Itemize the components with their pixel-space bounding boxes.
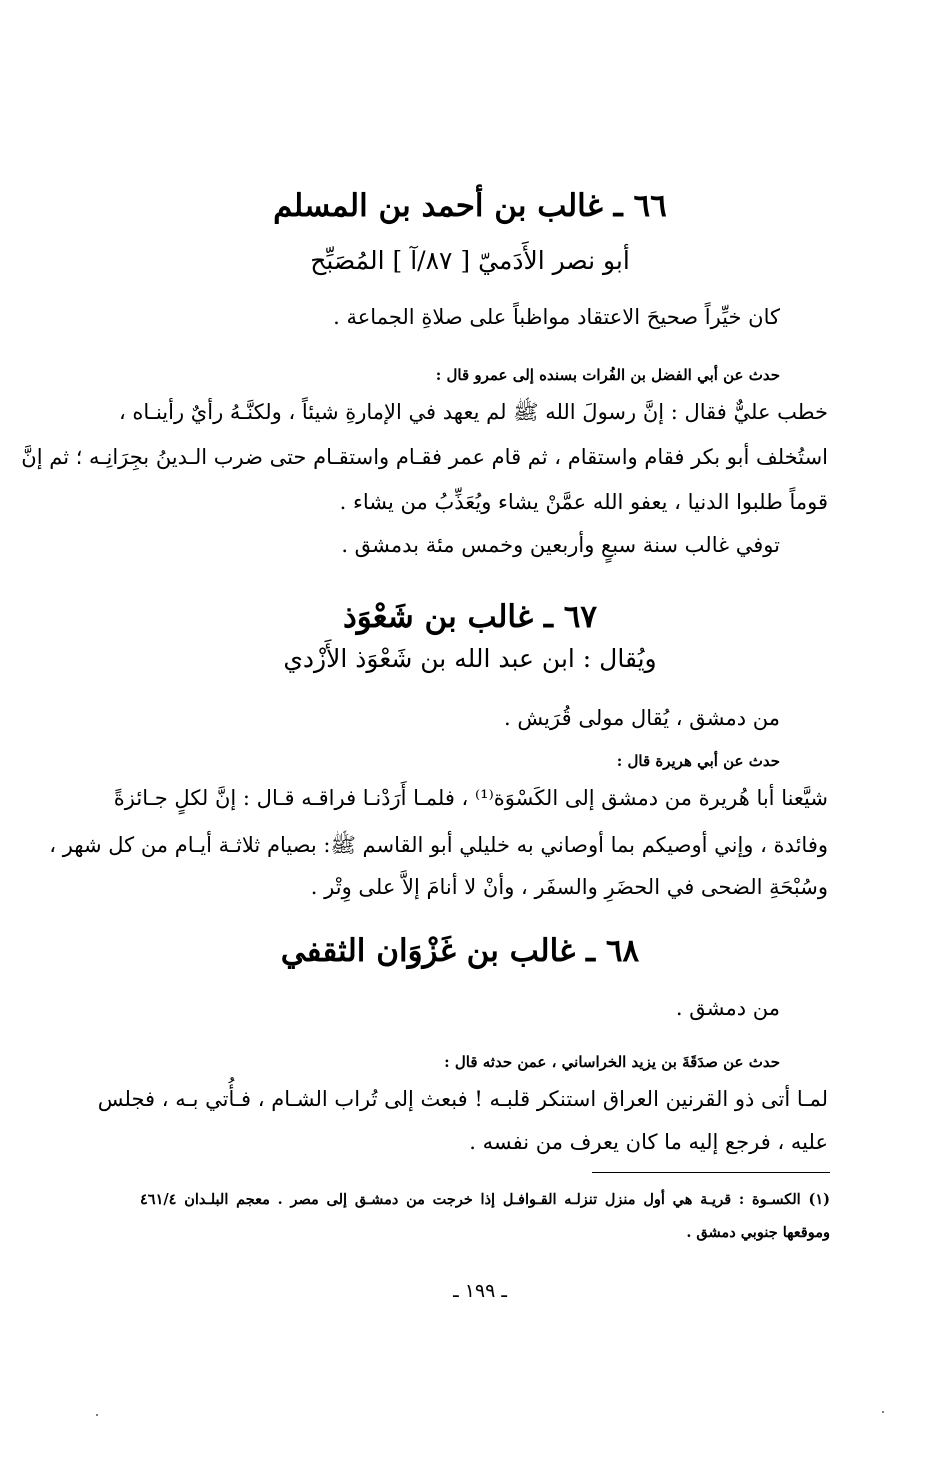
entry-67-intro: من دمشق ، يُقال مولى قُرَيش . (504, 706, 780, 730)
entry-66-body-line-1: خطب عليٌّ فقال : إنَّ رسولَ الله ﷺ لم يعهد في الإمارةِ شيئاً ، ولكنَّـهُ رأيٌ رأينـاه ، (118, 400, 828, 424)
entry-67-isnad: حدث عن أبي هريرة قال : (616, 752, 780, 770)
entry-68-isnad: حدث عن صدَقَةَ بن يزيد الخراساني ، عمن حدثه قال : (444, 1053, 780, 1071)
entry-67-body-line-2: وفائدة ، وإني أوصيكم بما أوصاني به خليلي أبو القاسم ﷺ: بصيام ثلاثـة أيـام من كل شهر ، (49, 833, 828, 857)
entry-68-title: ٦٨ ـ غالب بن غَزْوَان الثقفي (280, 933, 640, 969)
entry-68-body-line-1: لمـا أتى ذو القرنين العراق استنكر قلبـه ! فبعث إلى تُراب الشـام ، فـأُتي بـه ، فجلس (97, 1087, 828, 1111)
entry-66-title: ٦٦ ـ غالب بن أحمد بن المسلم (273, 188, 667, 224)
footnote-line-2: وموقعها جنوبي دمشق . (686, 1224, 830, 1241)
entry-66-body-line-3: قوماً طلبوا الدنيا ، يعفو الله عمَّنْ يشاء ويُعَذِّبُ من يشاء . (339, 490, 828, 514)
scan-speck (96, 1414, 98, 1416)
entry-67-body-line-3: وسُبْحَةِ الضحى في الحضَرِ والسفَر ، وأنْ لا أنامَ إلاَّ على وِتْر . (310, 875, 828, 899)
entry-66-closing: توفي غالب سنة سبعٍ وأربعين وخمس مئة بدمشق . (341, 533, 780, 557)
entry-67-body-line-1: شيَّعنا أبا هُريرة من دمشق إلى الكَسْوَة⁽¹⁾ ، فلمـا أَرَدْنـا فراقـه قـال : إنَّ لكلٍ جـائزةً (113, 786, 828, 810)
footnote-line-1: (١) الكسـوة : قريـة هي أول منزل تنزلـه القـوافـل إذا خرجت من دمشـق إلى مصر . معجم البلـدان ٤٦١/٤ (140, 1191, 830, 1208)
page-number: ـ ١٩٩ ـ (453, 1280, 507, 1302)
scan-speck (882, 1411, 884, 1413)
entry-66-subtitle: أبو نصر الأَدَميّ [ ٨٧/آ ] المُصَبِّح (310, 246, 630, 275)
entry-66-body-line-2: استُخلف أبو بكر فقام واستقام ، ثم قام عمر فقـام واستقـام حتى ضرب الـدينُ بجِرَانِـه ؛ ثم إنَّ (21, 445, 828, 469)
footnote-separator (592, 1172, 830, 1173)
entry-67-subtitle: ويُقال : ابن عبد الله بن شَعْوَذ الأَزْدي (283, 644, 657, 673)
entry-66-intro: كان خيِّراً صحيحَ الاعتقاد مواظباً على صلاةِ الجماعة . (333, 305, 780, 329)
entry-68-intro: من دمشق . (675, 996, 780, 1020)
entry-67-title: ٦٧ ـ غالب بن شَعْوَذ (342, 599, 598, 635)
entry-66-isnad: حدث عن أبي الفضل بن الفُرات بسنده إلى عمرو قال : (435, 366, 780, 384)
entry-68-body-line-2: عليه ، فرجع إليه ما كان يعرف من نفسه . (469, 1130, 828, 1154)
